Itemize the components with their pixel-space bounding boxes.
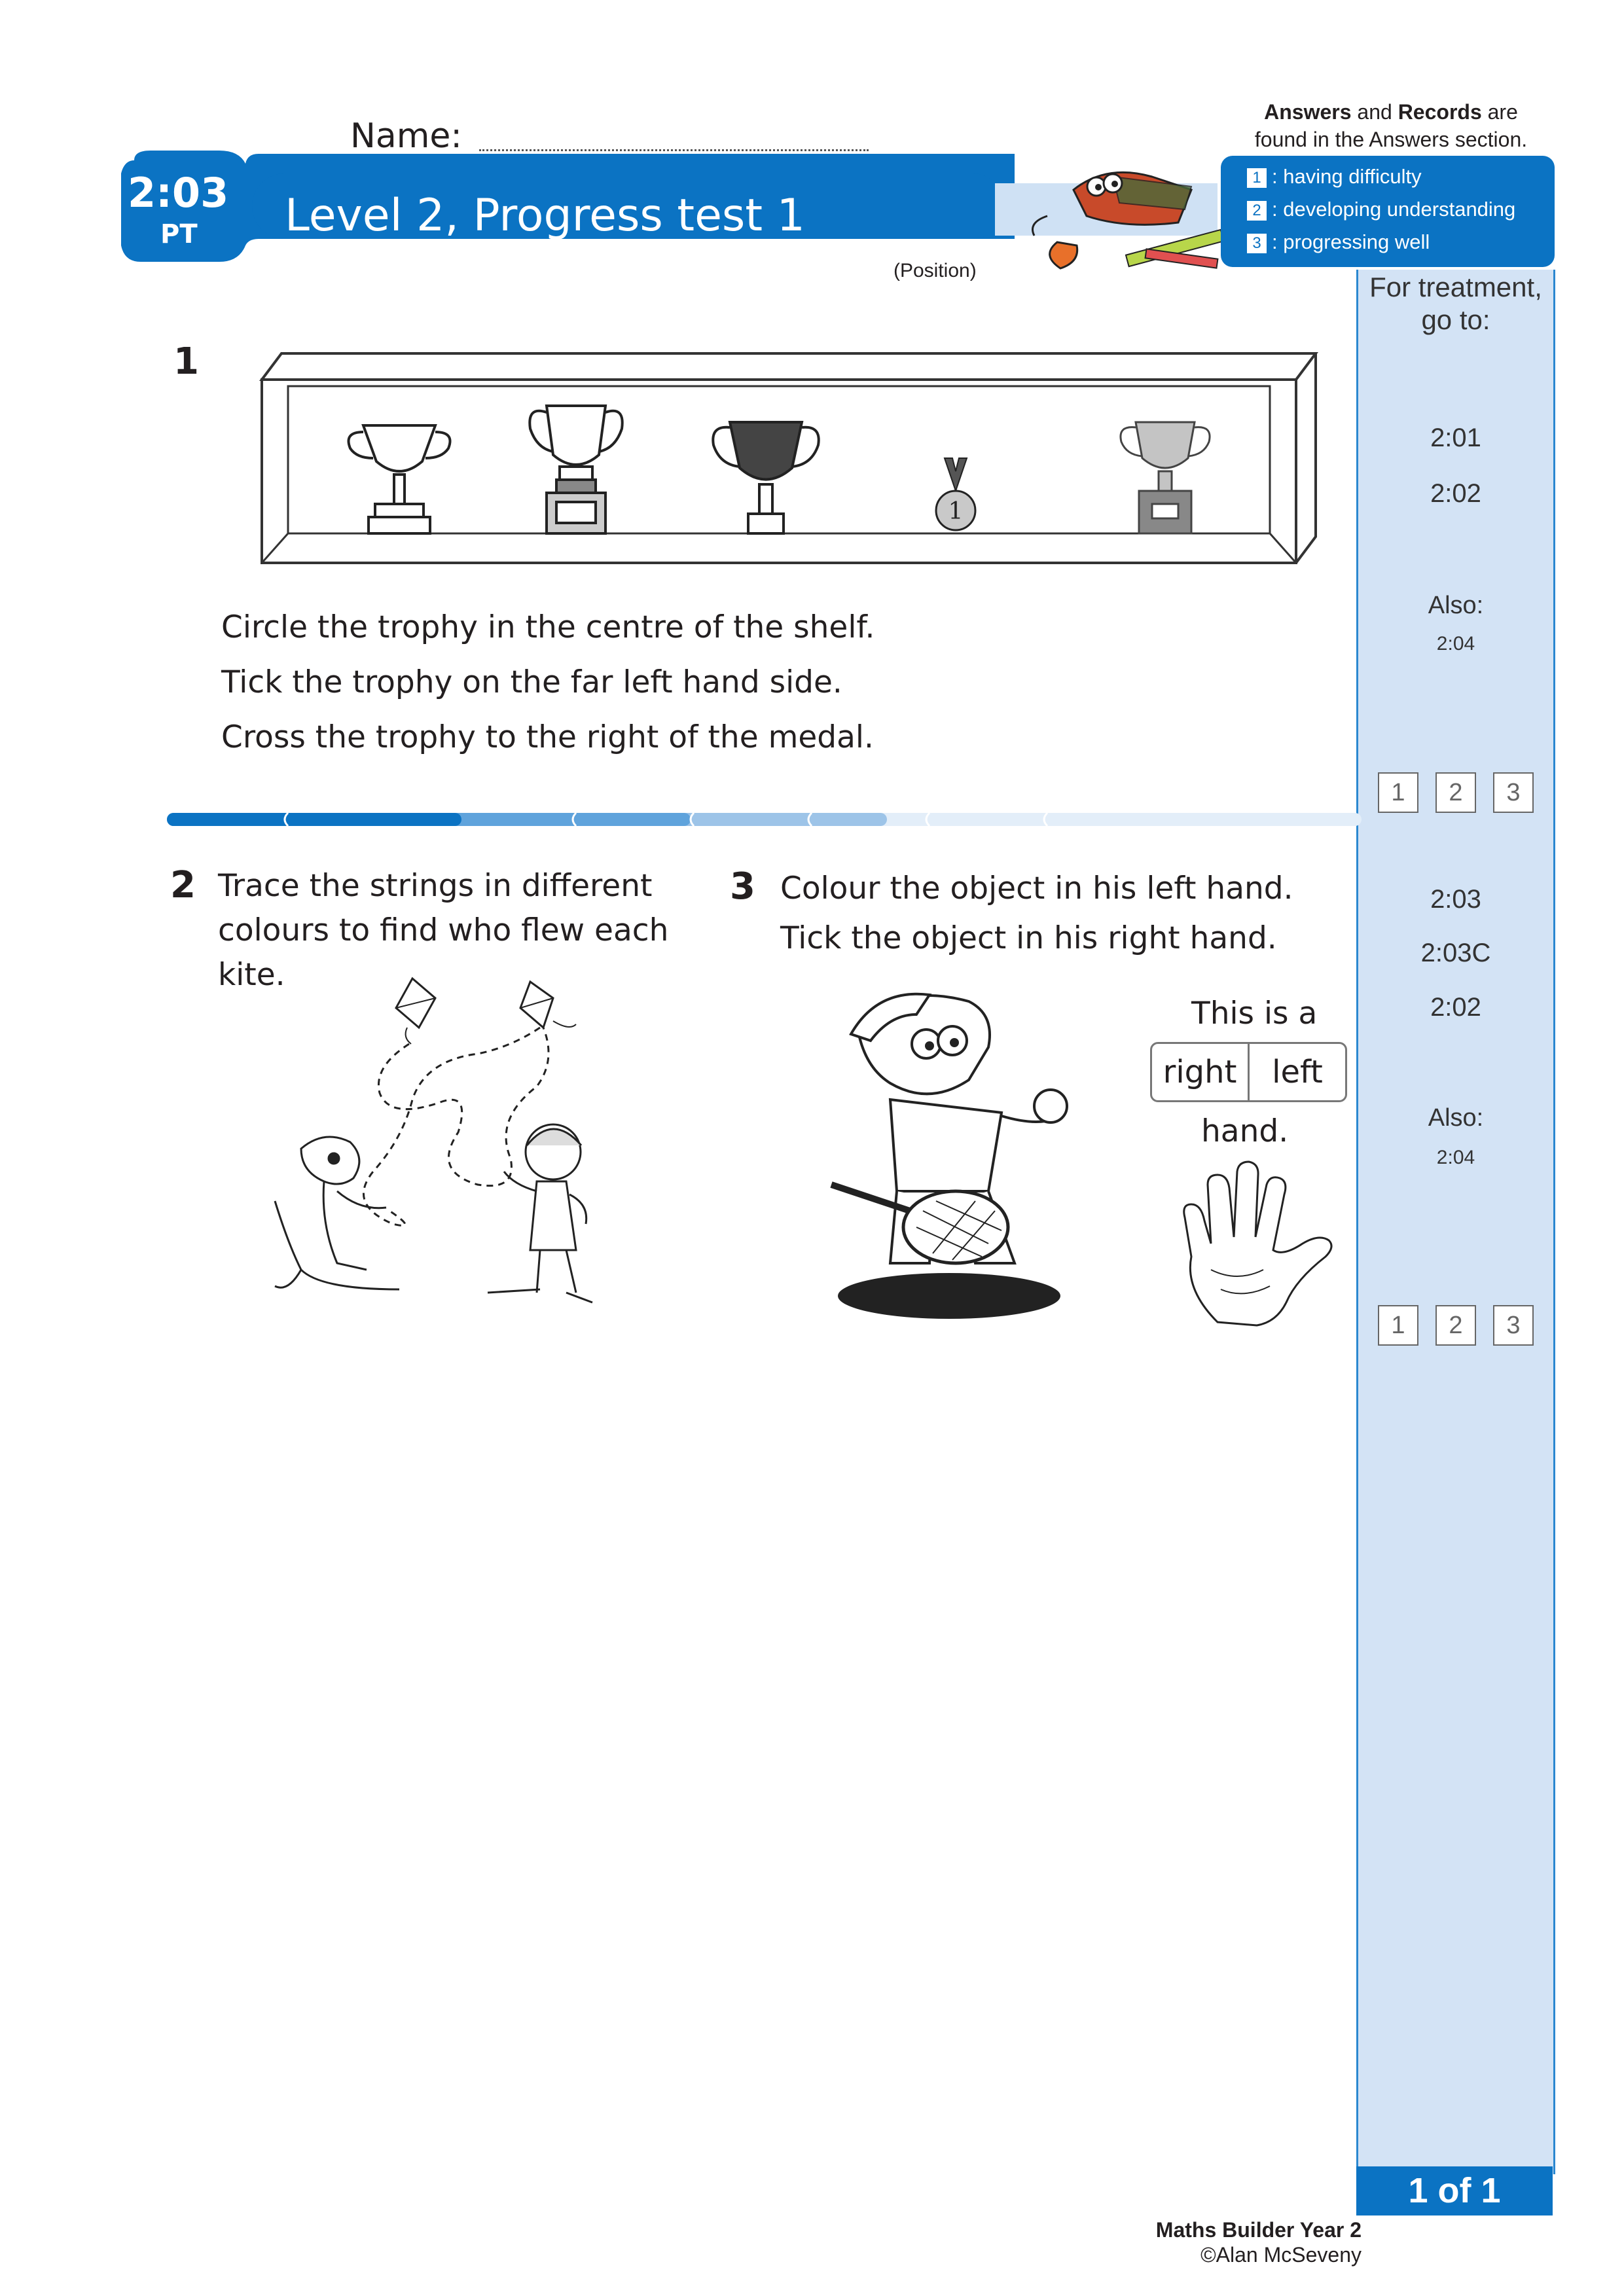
- question-1-number: 1: [173, 340, 199, 383]
- badge-sub: PT: [160, 219, 198, 249]
- trophy-shelf-illustration: [259, 350, 1319, 566]
- legend-key: 3: [1247, 234, 1267, 253]
- legend-label: : progressing well: [1272, 230, 1430, 253]
- answers-and: and: [1351, 100, 1398, 124]
- record-box-3[interactable]: 3: [1493, 1305, 1534, 1346]
- legend-key: 2: [1247, 201, 1267, 221]
- hand-suffix: hand.: [1201, 1113, 1289, 1149]
- also-code[interactable]: 2:04: [1436, 1147, 1475, 1168]
- book-title: Maths Builder Year 2: [1155, 2218, 1362, 2242]
- record-box-1[interactable]: 1: [1378, 772, 1418, 813]
- treatment-code[interactable]: 2:03C: [1420, 939, 1491, 967]
- tennis-ball-icon[interactable]: [1034, 1090, 1067, 1122]
- records-word: Records: [1398, 100, 1482, 124]
- q2-instruction-line: Trace the strings in different: [218, 868, 653, 904]
- question-3-number: 3: [730, 865, 755, 908]
- kite-2-icon[interactable]: [520, 982, 576, 1028]
- question-3-instructions: [780, 864, 1293, 963]
- records-legend: [1221, 156, 1555, 267]
- girl-character: [488, 1124, 592, 1302]
- treatment-code[interactable]: 2:02: [1430, 479, 1481, 508]
- hand-icon: [1172, 1158, 1342, 1329]
- position-label: (Position): [893, 260, 977, 281]
- also-code[interactable]: 2:04: [1436, 633, 1475, 655]
- record-box-1[interactable]: 1: [1378, 1305, 1418, 1346]
- answers-note: [1224, 98, 1558, 153]
- answers-are: are: [1481, 100, 1518, 124]
- record-box-2[interactable]: 2: [1435, 772, 1476, 813]
- kite-1-icon[interactable]: [396, 978, 435, 1044]
- q1-instruction-line: Tick the trophy on the far left hand side.: [221, 664, 842, 700]
- answers-location: found in the Answers section.: [1254, 128, 1528, 151]
- also-label: Also:: [1428, 592, 1484, 619]
- record-box-2[interactable]: 2: [1435, 1305, 1476, 1346]
- treatment-code[interactable]: 2:03: [1430, 885, 1481, 914]
- legend-row-1: [1247, 165, 1422, 188]
- page-indicator: 1 of 1: [1356, 2166, 1553, 2215]
- q2-instruction-line: colours to find who flew each: [218, 912, 669, 948]
- legend-row-2: [1247, 198, 1515, 221]
- treatment-code[interactable]: 2:01: [1430, 423, 1481, 452]
- medal-number: 1: [948, 498, 964, 525]
- record-box-3[interactable]: 3: [1493, 772, 1534, 813]
- choice-left[interactable]: left: [1272, 1054, 1323, 1090]
- tennis-boy-illustration: [818, 975, 1093, 1322]
- badge-code: 2:03: [128, 169, 229, 217]
- legend-label: : developing understanding: [1272, 198, 1516, 221]
- treatment-sidebar: [1356, 270, 1555, 2174]
- name-label: Name:: [350, 117, 462, 156]
- hand-prefix: This is a: [1191, 996, 1318, 1031]
- question-2-number: 2: [170, 864, 196, 906]
- treatment-heading: For treatment,: [1369, 272, 1542, 302]
- legend-label: : having difficulty: [1272, 165, 1422, 188]
- choice-right[interactable]: right: [1152, 1044, 1250, 1100]
- q1-instruction-line: Cross the trophy to the right of the medal.: [221, 719, 874, 755]
- copyright: ©Alan McSeveny: [1200, 2243, 1362, 2267]
- question-1-instructions: [221, 605, 875, 760]
- legend-row-3: [1247, 230, 1430, 254]
- answers-word: Answers: [1264, 100, 1352, 124]
- treatment-subheading: go to:: [1421, 304, 1490, 335]
- q3-instruction-line: Tick the object in his right hand.: [780, 920, 1277, 956]
- crab-mascot-illustration: [995, 151, 1231, 281]
- footer: [1113, 2217, 1362, 2267]
- lizard-character: [275, 1137, 399, 1289]
- kite-strings-illustration: [262, 962, 615, 1329]
- hand-choice-box: [1150, 1042, 1347, 1102]
- legend-key: 1: [1247, 168, 1267, 188]
- treatment-code[interactable]: 2:02: [1430, 993, 1481, 1022]
- q3-instruction-line: Colour the object in his left hand.: [780, 870, 1293, 906]
- section-divider: [167, 812, 1362, 827]
- q2-instruction-line: kite.: [218, 957, 285, 993]
- also-label: Also:: [1428, 1104, 1484, 1132]
- page-title: Level 2, Progress test 1: [285, 190, 805, 242]
- q1-instruction-line: Circle the trophy in the centre of the shelf.: [221, 609, 875, 645]
